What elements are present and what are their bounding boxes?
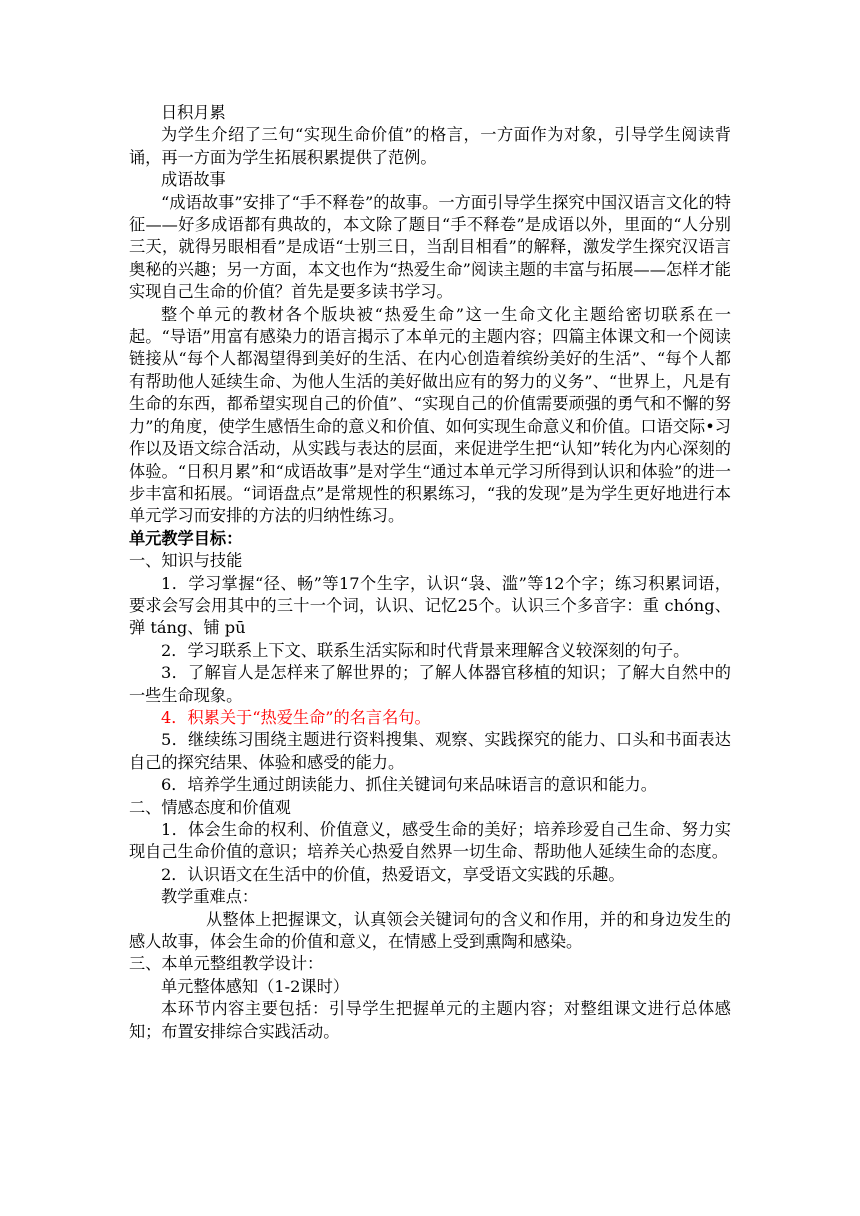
paragraph: 从整体上把握课文，认真领会关键词句的含义和作用，并的和身边发生的感人故事，体会生命的价值和意义，在情感上受到熏陶和感染。	[129, 909, 731, 952]
section-heading: 二、情感态度和价值观	[129, 797, 291, 817]
section-heading-unit-goals: 单元教学目标：	[129, 528, 243, 548]
section-heading: 三、本单元整组教学设计：	[129, 954, 324, 974]
paragraph: 为学生介绍了三句“实现生命价值”的格言，一方面作为对象，引导学生阅读背诵，再一方面为学生拓展积累提供了范例。	[129, 125, 731, 167]
list-item: 1．学习掌握“径、畅”等17个生字，认识“袅、滥”等12个字；练习积累词语，要求会写会用其中的三十一个词，认识、记忆25个。认识三个多音字：重 chóng、弹 táng、铺 pū	[129, 573, 731, 638]
heading-daily-accumulation: 日积月累	[161, 103, 226, 122]
list-item: 1．体会生命的权利、价值意义，感受生命的美好；培养珍爱自己生命、努力实现自己生命价值的意识；培养关心热爱自然界一切生命、帮助他人延续生命的态度。	[129, 820, 731, 862]
list-item: 2．学习联系上下文、联系生活实际和时代背景来理解含义较深刻的句子。	[161, 640, 690, 660]
subheading-unit-overview: 单元整体感知（1-2课时）	[161, 976, 349, 996]
list-item: 5．继续练习围绕主题进行资料搜集、观察、实践探究的能力、口头和书面表达自己的探究结果、体验和感受的能力。	[129, 730, 731, 772]
list-item: 2．认识语文在生活中的价值，热爱语文，享受语文实践的乐趣。	[161, 864, 625, 884]
paragraph: 本环节内容主要包括：引导学生把握单元的主题内容；对整组课文进行总体感知；布置安排综合实践活动。	[129, 999, 731, 1041]
document-body	[129, 102, 731, 1043]
list-item: 3．了解盲人是怎样来了解世界的；了解人体器官移植的知识；了解大自然中的一些生命现象。	[129, 663, 731, 705]
section-heading: 一、知识与技能	[129, 551, 243, 571]
list-item: 6．培养学生通过朗读能力、抓住关键词句来品味语言的意识和能力。	[161, 775, 657, 795]
heading-idiom-story: 成语故事	[161, 170, 226, 190]
list-item-highlighted: 4．积累关于“热爱生命”的名言名句。	[161, 707, 431, 727]
paragraph: “成语故事”安排了“手不释卷”的故事。一方面引导学生探究中国汉语言文化的特征——好多成语都有典故的，本文除了题目“手不释卷”是成语以外，里面的“人分别三天，就得另眼相看”是成语“士别三日，当刮目相看”的解释，激发学生探究汉语言奥秘的兴趣；另一方面，本文也作为“热爱生命”阅读主题的丰富与拓展——怎样才能实现自己生命的价值？首先是要多读书学习。	[129, 192, 731, 302]
subheading-key-points: 教学重难点：	[161, 887, 259, 907]
paragraph: 整个单元的教材各个版块被“热爱生命”这一生命文化主题给密切联系在一起。“导语”用富有感染力的语言揭示了本单元的主题内容；四篇主体课文和一个阅读链接从“每个人都渴望得到美好的生活、在内心创造着缤纷美好的生活”、“每个人都有帮助他人延续生命、为他人生活的美好做出应有的努力的义务”、“世界上，凡是有生命的东西，都希望实现自己的价值”、“实现自己的价值需要顽强的勇气和不懈的努力”的角度，使学生感悟生命的意义和价值、如何实现生命意义和价值。口语交际•习作以及语文综合活动，从实践与表达的层面，来促进学生把“认知”转化为内心深刻的体验。“日积月累”和“成语故事”是对学生“通过本单元学习所得到认识和体验”的进一步丰富和拓展。“词语盘点”是常规性的积累练习，“我的发现”是为学生更好地进行本单元学习而安排的方法的归纳性练习。	[129, 304, 731, 526]
